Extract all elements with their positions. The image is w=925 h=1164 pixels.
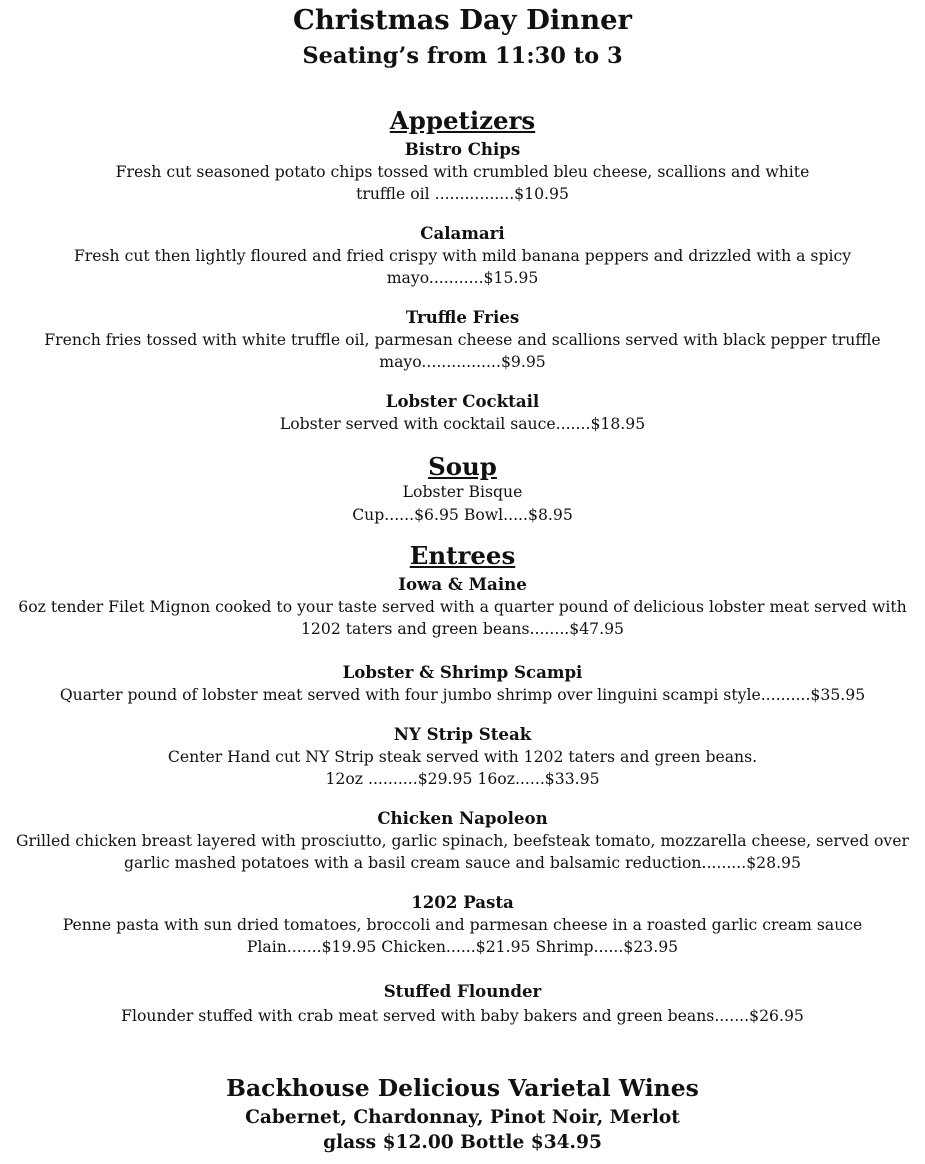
menu-item-name: Stuffed Flounder — [383, 981, 542, 1001]
menu-item-description: Quarter pound of lobster meat served with four jumbo shrimp over linguini scampi style..........$35.95 — [59, 685, 866, 704]
menu-item-description: Flounder stuffed with crab meat served with baby bakers and green beans.......$26.95 — [121, 1006, 804, 1025]
section-heading-entrees: Entrees — [409, 541, 516, 570]
menu-item-description: Grilled chicken breast layered with prosciutto, garlic spinach, beefsteak tomato, mozzarella cheese, served over — [16, 831, 909, 850]
menu-item-description: Fresh cut then lightly floured and fried crispy with mild banana peppers and drizzled with a spicy — [73, 246, 852, 265]
menu-item-description: French fries tossed with white truffle oil, parmesan cheese and scallions served with black pepper truffle — [44, 330, 881, 349]
menu-item-name: 1202 Pasta — [411, 892, 514, 912]
menu-item-price-line: mayo................$9.95 — [379, 352, 546, 371]
wines-heading: Backhouse Delicious Varietal Wines — [226, 1074, 699, 1102]
menu-item-price-line: 12oz ..........$29.95 16oz......$33.95 — [325, 769, 600, 788]
menu-item-name: Bistro Chips — [404, 139, 521, 159]
menu-item-price-line: truffle oil ................$10.95 — [356, 184, 569, 203]
wines-varietals: Cabernet, Chardonnay, Pinot Noir, Merlot — [245, 1107, 680, 1128]
menu-item-description: Center Hand cut NY Strip steak served with 1202 taters and green beans. — [167, 747, 758, 766]
menu-item-name: Truffle Fries — [405, 307, 520, 327]
section-heading-soup: Soup — [428, 452, 497, 481]
menu-item-name: Calamari — [420, 223, 505, 243]
menu-item-name: Lobster Cocktail — [385, 391, 540, 411]
menu-item-name: NY Strip Steak — [393, 724, 532, 744]
menu-item-description: Penne pasta with sun dried tomatoes, broccoli and parmesan cheese in a roasted garlic cream sauce — [62, 915, 863, 934]
menu-item-price-line: garlic mashed potatoes with a basil cream sauce and balsamic reduction.........$28.95 — [124, 853, 801, 872]
menu-item-name: Iowa & Maine — [398, 574, 527, 594]
wines-prices: glass $12.00 Bottle $34.95 — [323, 1132, 602, 1153]
menu-item-name: Lobster & Shrimp Scampi — [342, 662, 583, 682]
soup-name: Lobster Bisque — [402, 482, 523, 501]
menu-title: Christmas Day Dinner — [293, 4, 632, 36]
menu-item-price-line: 1202 taters and green beans........$47.95 — [300, 619, 625, 638]
menu-item-description: 6oz tender Filet Mignon cooked to your taste served with a quarter pound of delicious lobster meat served with — [18, 597, 907, 616]
menu-item-description: Lobster served with cocktail sauce.......$18.95 — [279, 414, 646, 433]
section-heading-appetizers: Appetizers — [389, 106, 536, 135]
menu-subtitle: Seating’s from 11:30 to 3 — [302, 43, 623, 69]
menu-item-name: Chicken Napoleon — [377, 808, 548, 828]
menu-item-price-line: Plain.......$19.95 Chicken......$21.95 Shrimp......$23.95 — [246, 937, 679, 956]
menu-item-description: Fresh cut seasoned potato chips tossed with crumbled bleu cheese, scallions and white — [115, 162, 810, 181]
menu-item-price-line: mayo...........$15.95 — [386, 268, 539, 287]
soup-price-line: Cup......$6.95 Bowl.....$8.95 — [352, 505, 573, 524]
